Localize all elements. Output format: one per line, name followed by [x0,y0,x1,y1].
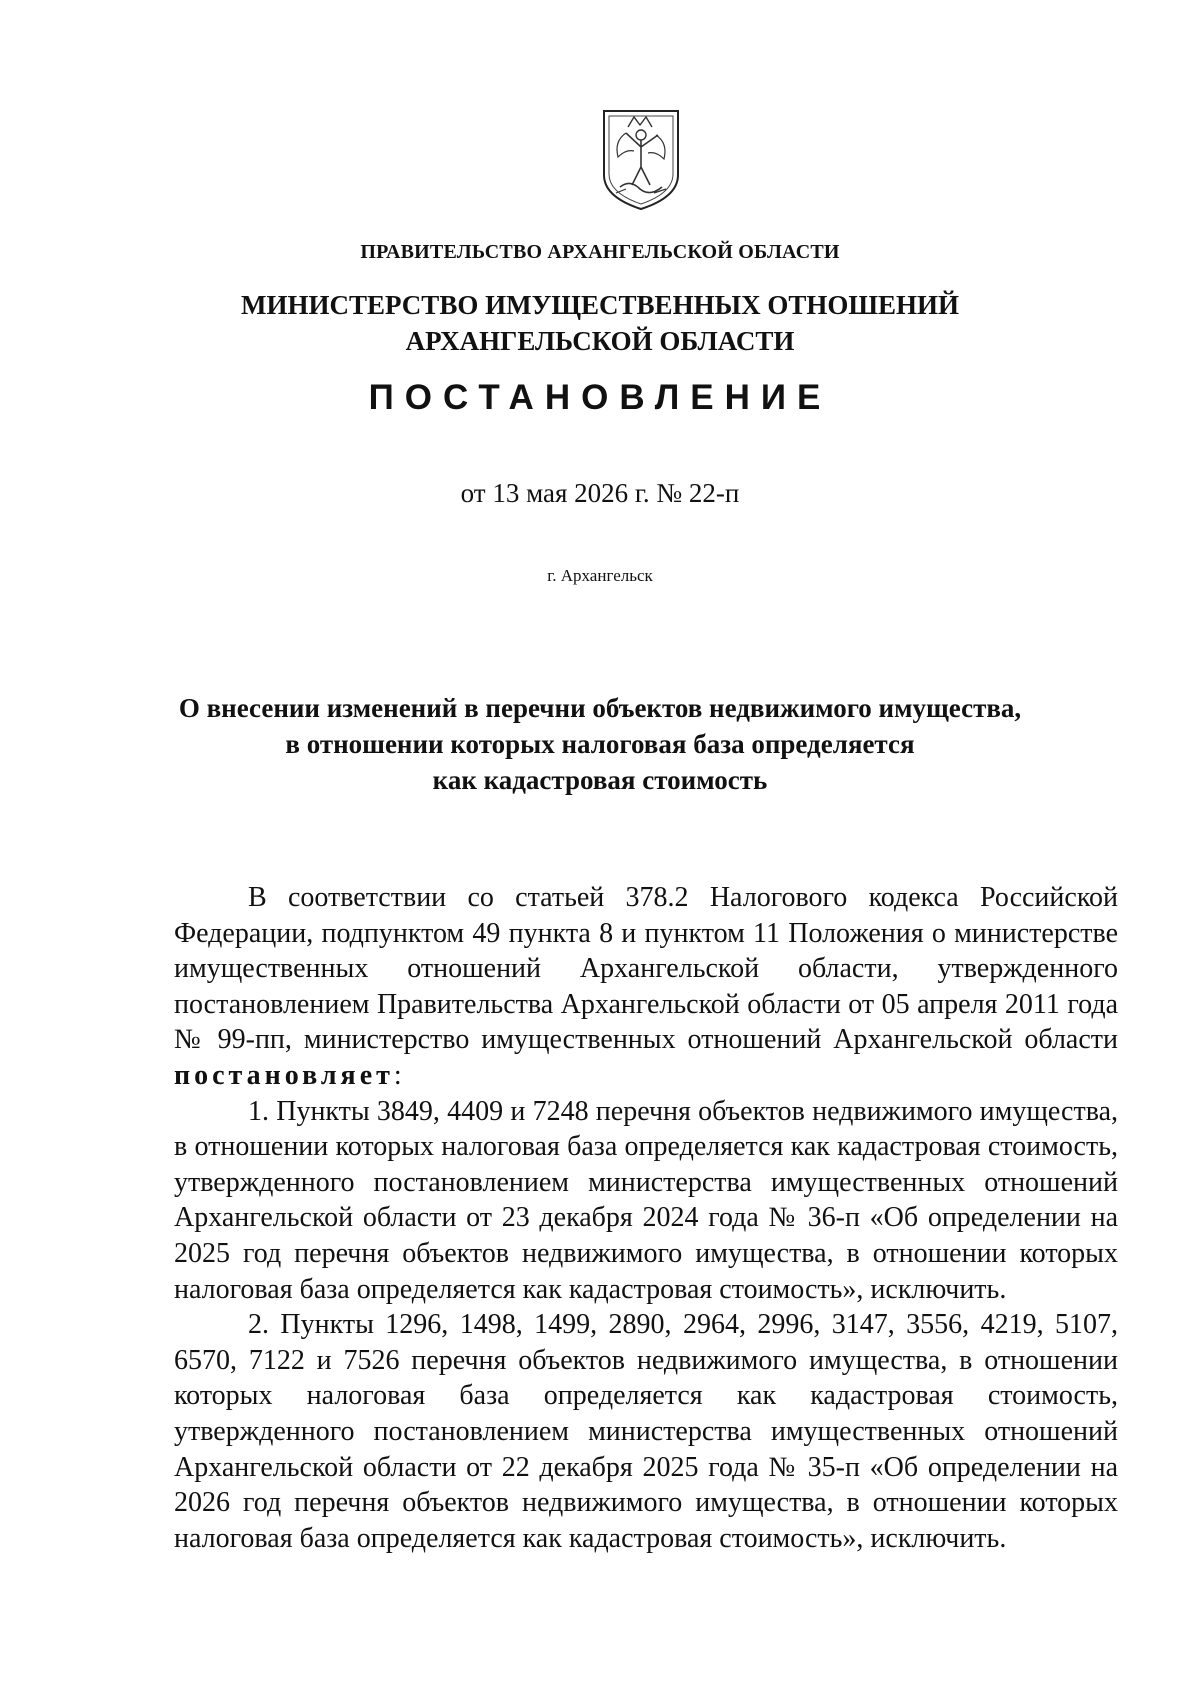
document-city: г. Архангельск [547,566,653,585]
title-line-3: как кадастровая стоимость [432,765,768,795]
title-line-2: в отношении которых налоговая база определяется [285,729,915,759]
document-body [174,880,1118,1556]
title-line-1: О внесении изменений в перечни объектов недвижимого имущества, [178,693,1022,723]
ministry-name-line-2: АРХАНГЕЛЬСКОЙ ОБЛАСТИ [405,326,795,356]
item-1-paragraph: 1. Пункты 3849, 4409 и 7248 перечня объектов недвижимого имущества, в отношении которых налоговая база определяется как кадастровая стоимость, утвержденного постановлением министерства имущественных отношений Архангельской области от 23 декабря 2024 года № 36-п «Об определении на 2025 год перечня объектов недвижимого имущества, в отношении которых налоговая база определяется как кадастровая стоимость», исключить. [174,1095,1118,1305]
preamble-paragraph [174,880,1118,1094]
resolves-colon: : [393,1059,402,1091]
document-type: ПОСТАНОВЛЕНИЕ [368,378,832,417]
government-name: ПРАВИТЕЛЬСТВО АРХАНГЕЛЬСКОЙ ОБЛАСТИ [360,241,840,263]
coat-of-arms-emblem [596,105,686,215]
document-date-number: от 13 мая 2026 г. № 22-п [460,478,740,508]
resolves-word: постановляет [174,1059,394,1091]
document-title [0,690,1200,798]
ministry-name-line-1: МИНИСТЕРСТВО ИМУЩЕСТВЕННЫХ ОТНОШЕНИЙ [240,290,960,320]
item-2-paragraph: 2. Пункты 1296, 1498, 1499, 2890, 2964, 2996, 3147, 3556, 4219, 5107, 6570, 7122 и 7526 перечня объектов недвижимого имущества, в отношении которых налоговая база определяется как кадастровая стоимость, утвержденного постановлением министерства имущественных отношений Архангельской области от 22 декабря 2025 года № 35-п «Об определении на 2026 год перечня объектов недвижимого имущества, в отношении которых налоговая база определяется как кадастровая стоимость», исключить. [174,1309,1118,1554]
ministry-name [0,287,1200,359]
preamble-text: В соответствии со статьей 378.2 Налогового кодекса Российской Федерации, подпунктом 49 пункта 8 и пунктом 11 Положения о министерстве имущественных отношений Архангельской области, утвержденного постановлением Правительства Архангельской области от 05 апреля 2011 года № 99-пп, министерство имущественных отношений Архангельской области [174,882,1118,1056]
